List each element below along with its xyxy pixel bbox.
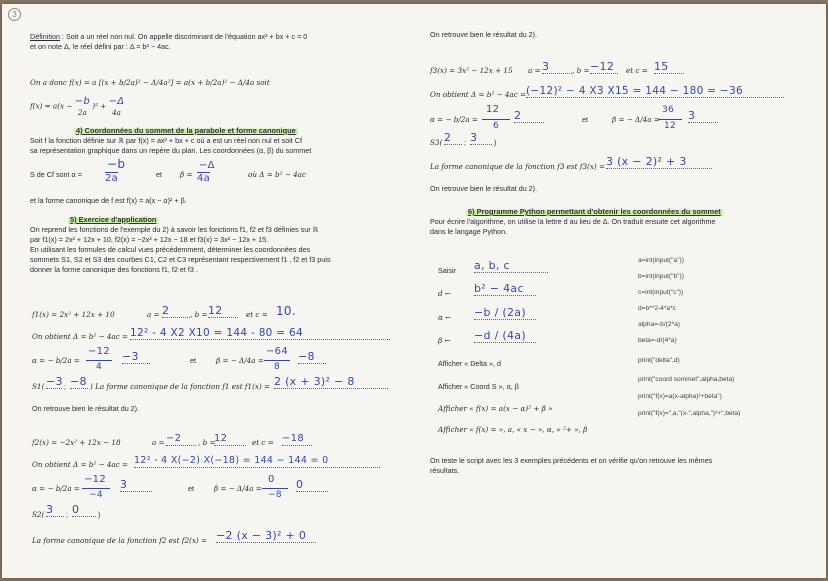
f2-alpha-value: 3 [120, 479, 152, 492]
code-line: d=b**2-4*a*c [638, 305, 676, 312]
page-number-badge: 3 [8, 8, 21, 21]
right-column: On retrouve bien le résultat du 2). f3(x) = 3x² − 12x + 15 a = 3 , b = −12 et c = 15 On obtient Δ = b² − 4ac = (−12)² − 4 X3 X15 = 144 − 180 = −36 α = − b/2a = 12 6 2 et β = − Δ/4a = 36 12 3 S3( 2 ; 3 ) La forme canonique de la fonction f3 est f3(x) = 3 (x − 2)² + 3 On retrouve bien le résultat du 2). 6) Programme Python permettant d'obtenir les coordonnées du sommet Pour écrire l'algorithme, on utilise la lettre d au lieu de Δ. On traduit ensuite cet algorithme dans le langage Python. Saisir a, b, c d ← b² − 4ac α ← −b / (2a) β ← −d / (4a) Afficher « Delta », d Afficher « Coord S », α, β Afficher « f(x) = a(x − α)² + β » Afficher « f(x) = », a, « x − », α, « ²+ », β a=int(input("a")) b=int(input("b")) c=int(input("c")) d=b**2-4*a*c alpha=-b/(2*a) beta=-d/(4*a) print("delta",d) print("coord sommet",alpha,beta) print("f(x)=a(x-alpha)²+beta") print("f(x)=",a,"(x-",alpha,")²+",beta) On teste le script avec les 3 exemples précédents et on vérifie qu'on retrouve les mêmes résultats. [416, 4, 826, 578]
f1-a-value: 2 [162, 305, 190, 318]
definition-label: Définition [30, 32, 60, 41]
f2-a-value: −2 [166, 433, 196, 446]
f2-delta-work: 12² - 4 X(−2) X(−18) = 144 − 144 = 0 [134, 455, 380, 468]
code-line: print("coord sommet",alpha,beta) [638, 376, 735, 383]
f3-beta-value: 3 [688, 110, 718, 123]
f3-a-value: 3 [542, 61, 572, 74]
f2-beta-value: 0 [296, 479, 328, 492]
f2-c-value: −18 [282, 433, 312, 446]
algo-input-values: a, b, c [474, 260, 548, 273]
section-6-title: 6) Programme Python permettant d'obtenir les coordonnées du sommet [468, 207, 721, 216]
code-line: b=int(input("b")) [638, 273, 684, 280]
f3-sommet-x: 2 [444, 132, 462, 145]
f2-expression: f2(x) = −2x² + 12x − 18 [32, 438, 121, 447]
f3-expression: f3(x) = 3x² − 12x + 15 [430, 66, 513, 75]
beta-formula-den: 4a [197, 173, 211, 184]
f2-sommet-y: 0 [72, 504, 96, 517]
f3-sommet-y: 3 [470, 132, 492, 145]
code-line: print("f(x)=",a,"(x-",alpha,")²+",beta) [638, 410, 741, 417]
f3-delta-work: (−12)² − 4 X3 X15 = 144 − 180 = −36 [526, 85, 784, 98]
f1-c-value: 10. [276, 304, 296, 318]
section-5-title: 5) Exercice d'application [70, 215, 157, 224]
f1-b-value: 12 [208, 305, 238, 318]
alpha-formula-den: 2a [105, 173, 119, 184]
f1-delta-work: 12² - 4 X2 X10 = 144 - 80 = 64 [130, 327, 390, 340]
f2-sommet-x: 3 [46, 504, 64, 517]
f2-b-value: 12 [214, 433, 246, 446]
alpha-formula-num: −b [107, 157, 126, 171]
section-4-line3: S de Cf sont α = [30, 170, 82, 179]
f1-sommet-y: −8 [70, 375, 87, 388]
f3-alpha-value: 2 [514, 110, 544, 123]
algo-beta-assign: −d / (4a) [474, 330, 536, 343]
code-line: a=int(input("a")) [638, 257, 684, 264]
top-conclusion: On retrouve bien le résultat du 2). [430, 30, 538, 39]
section-4-line4: et la forme canonique de f est f(x) = a(x − α)² + β. [30, 196, 187, 205]
f3-c-value: 15 [654, 61, 684, 74]
f3-canonical-form: 3 (x − 2)² + 3 [606, 156, 712, 169]
expansion-line2: f(x) = a(x − −b 2a )² + −Δ 4a [30, 96, 125, 117]
left-column: Définition : Soit a un réel non nul. On appelle discriminant de l'équation ax² + bx + c = 0 et on note Δ, le réel défini par : Δ = b² − 4ac. On a donc f(x) = a [(x + b/2a)² − Δ/4a²] = a(x + b/2a)² − Δ/4a soit f(x) = a(x − −b 2a )² + −Δ 4a 4) Coordonnées du sommet de la parabole et forme canonique Soit f la fonction définie sur ℝ par f(x) = ax² + bx + c où a est un réel non nul et soit Cf sa représentation graphique dans un repère du plan. Les coordonnées (α, β) du sommet S de Cf sont α = −b 2a et β = −Δ 4a où Δ = b² − 4ac et la forme canonique de f est f(x) = a(x − α)² + β. 5) Exercice d'application On reprend les fonctions de l'exemple du 2) à savoir les fonctions f1, f2 et f3 définies sur ℝ par f1(x) = 2x² + 12x + 10, f2(x) = −2x² + 12x − 18 et f3(x) = 3x² − 12x + 15. En utilisant les formules de calcul vues précédemment, déterminer les coordonnées des sommets S1, S2 et S3 des courbes C1, C2 et C3 représentant respectivement f1 , f2 et f3 puis donner la forme canonique des fonctions f1, f2 et f3 . f1(x) = 2x² + 12x + 10 a = 2 , b = 12 et c = 10. On obtient Δ = b² − 4ac = 12² - 4 X2 X10 = 144 - 80 = 64 α = − b/2a = −12 4 −3 et β = − Δ/4a = −64 8 −8 S1( −3 ; −8 ) La forme canonique de la fonction f1 est f1(x) = 2 (x + 3)² − 8 On retrouve bien le résultat du 2). f2(x) = −2x² + 12x − 18 a = −2 , b = 12 et c = −18 On obtient Δ = b² − 4ac = 12² - 4 X(−2) X(−18) = 144 − 144 = 0 α = − b/2a = −12 −4 3 et β = − Δ/4a = 0 −8 0 S2( 3 ; 0 ) La forme canonique de la fonction f2 est f2(x) = −2 (x − 3)² + 0 [2, 4, 414, 578]
f3-b-value: −12 [590, 61, 618, 74]
section-4-line1: Soit f la fonction définie sur ℝ par f(x) = ax² + bx + c où a est un réel non nul et soit Cf [30, 136, 302, 145]
definition-text: Définition : Soit a un réel non nul. On appelle discriminant de l'équation ax² + bx + c = 0 [30, 32, 308, 41]
f1-expression: f1(x) = 2x² + 12x + 10 [32, 310, 115, 319]
code-line: c=int(input("c")) [638, 289, 684, 296]
section-4-title: 4) Coordonnées du sommet de la parabole et forme canonique [76, 126, 296, 135]
f2-canonical-form: −2 (x − 3)² + 0 [216, 530, 316, 543]
algo-delta-assign: b² − 4ac [474, 283, 536, 296]
definition-line2: et on note Δ, le réel défini par : Δ = b² − 4ac. [30, 42, 171, 51]
f1-alpha-value: −3 [122, 351, 150, 364]
beta-formula-num: −Δ [199, 160, 215, 171]
worksheet-page [2, 4, 826, 578]
expansion-line1: On a donc f(x) = a [(x + b/2a)² − Δ/4a²] = a(x + b/2a)² − Δ/4a soit [30, 78, 270, 87]
f1-beta-value: −8 [298, 351, 326, 364]
section-4-line2: sa représentation graphique dans un repère du plan. Les coordonnées (α, β) du sommet [30, 146, 312, 155]
code-line: alpha=-b/(2*a) [638, 321, 680, 328]
code-line: print("delta",d) [638, 357, 680, 364]
algo-alpha-assign: −b / (2a) [474, 307, 536, 320]
f1-canonical-form: 2 (x + 3)² − 8 [274, 376, 388, 389]
code-line: beta=-d/(4*a) [638, 337, 677, 344]
code-line: print("f(x)=a(x-alpha)²+beta") [638, 393, 722, 400]
f1-sommet-x: −3 [46, 375, 63, 388]
